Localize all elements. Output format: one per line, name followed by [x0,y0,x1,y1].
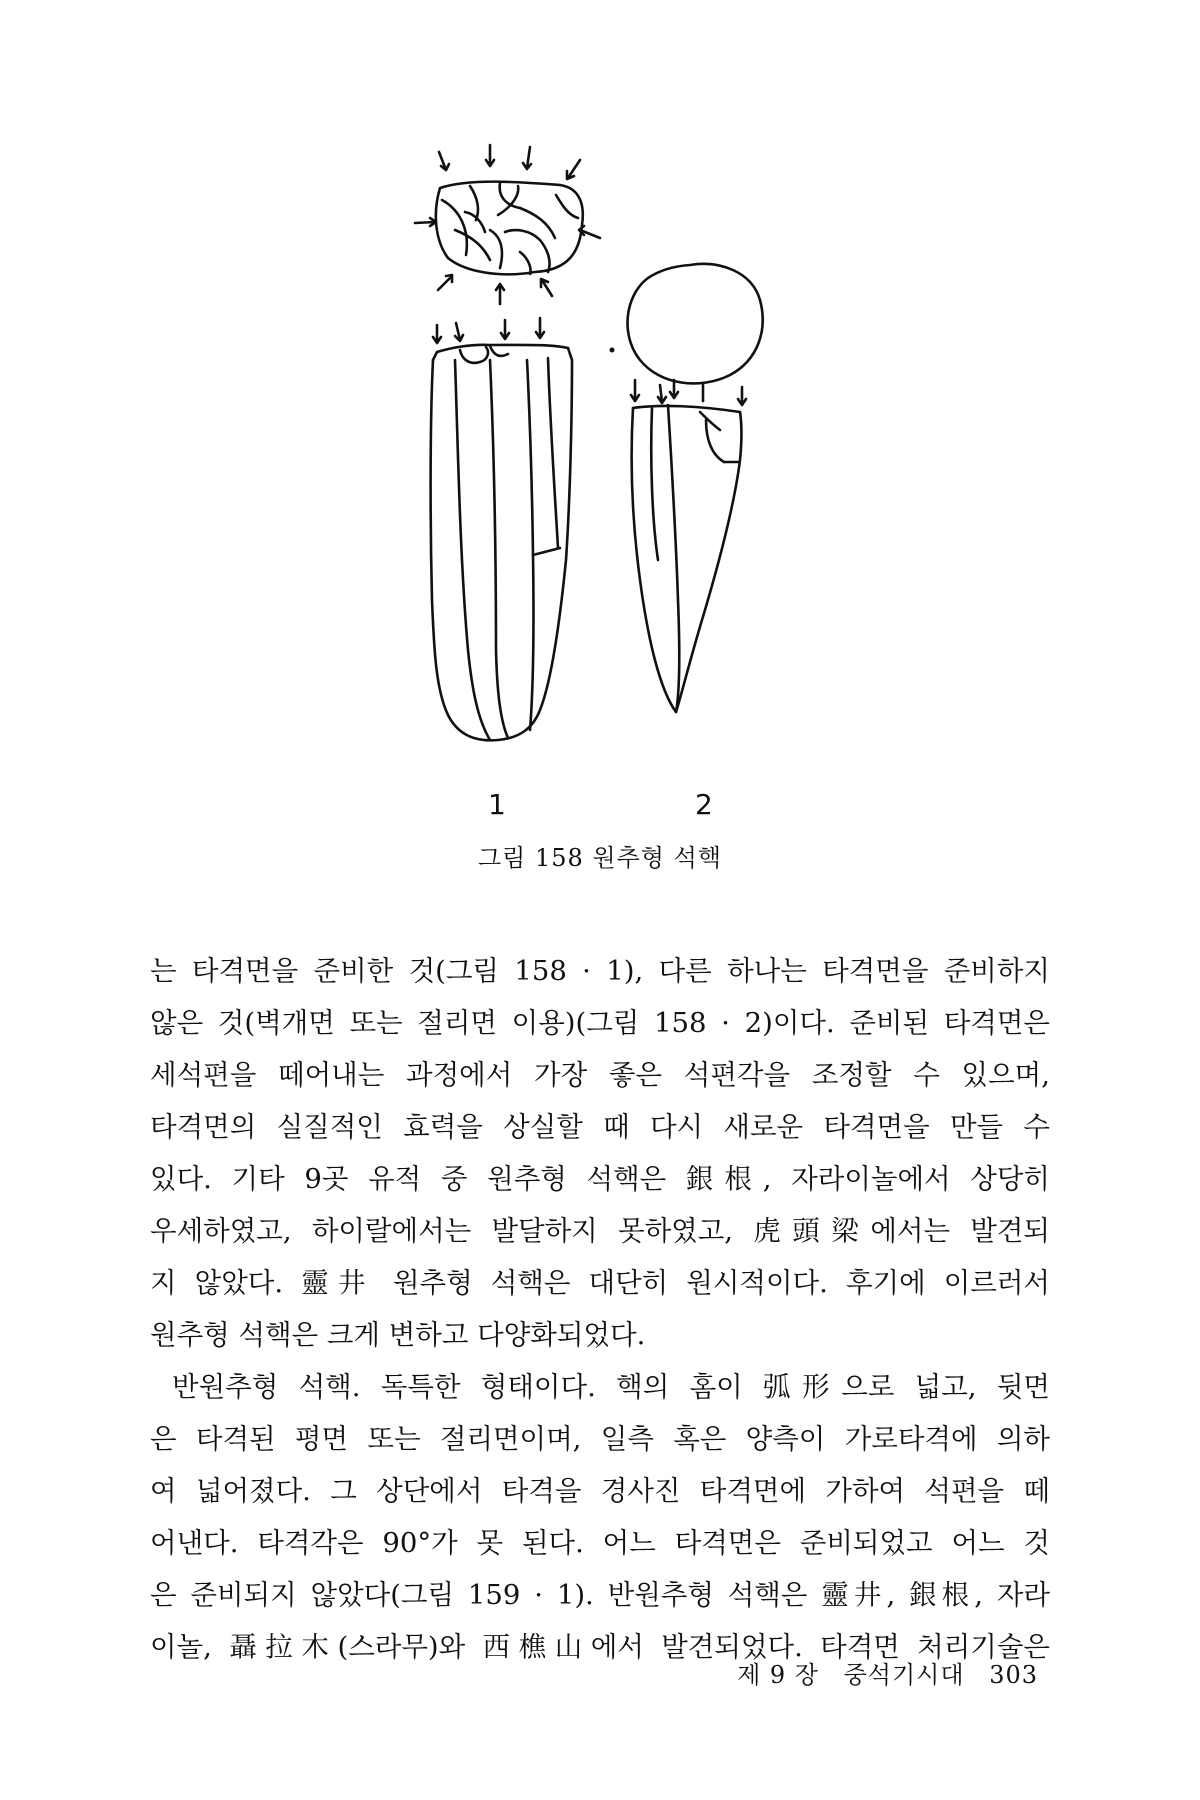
text-line: 은 준비되지 않았다(그림 159 · 1). 반원추형 석핵은 靈井, 銀根, 자라 [150,1579,1050,1611]
core1-platform-arrows [415,145,600,304]
text-line: 세석편을 떼어내는 과정에서 가장 좋은 석편각을 조정할 수 있으며, [150,1059,1050,1091]
core2-platform-view [611,264,763,384]
text-line: 있다. 기타 9곳 유적 중 원추형 석핵은 銀根, 자라이놀에서 상당히 [150,1163,1050,1195]
body-text [150,945,1050,1673]
text-line: 원추형 석핵은 크게 변하고 다양화되었다. [150,1319,646,1351]
text-line: 은 타격된 평면 또는 절리면이며, 일측 혹은 양측이 가로타격에 의하 [150,1423,1050,1455]
figure-caption: 그림 158 원추형 석핵 [478,844,722,872]
text-line: 어낸다. 타격각은 90°가 못 된다. 어느 타격면은 준비되었고 어느 것 [150,1527,1050,1559]
text-line: 않은 것(벽개면 또는 절리면 이용)(그림 158 · 2)이다. 준비된 타격면은 [150,1007,1050,1039]
core2-side-view [631,380,746,712]
text-line: 여 넓어졌다. 그 상단에서 타격을 경사진 타격면에 가하여 석편을 떼 [150,1475,1050,1507]
text-line: 이놀, 聶拉木(스라무)와 西樵山에서 발견되었다. 타격면 처리기술은 [150,1631,1050,1663]
core1-side-view [431,318,572,740]
text-line: 반원추형 석핵. 독특한 형태이다. 핵의 홈이 弧形으로 넓고, 뒷면 [172,1371,1050,1403]
text-line: 는 타격면을 준비한 것(그림 158 · 1), 다른 하나는 타격면을 준비하지 [150,955,1050,987]
figure-label-1: 1 [488,788,506,821]
text-line: 우세하였고, 하이랄에서는 발달하지 못하였고, 虎頭梁에서는 발견되 [150,1215,1050,1247]
page-number: 303 [989,1661,1038,1689]
page-footer [721,1655,1038,1690]
core1-platform-view [436,182,583,275]
figure-label-2: 2 [695,788,713,821]
text-line: 타격면의 실질적인 효력을 상실할 때 다시 새로운 타격면을 만들 수 [150,1111,1050,1143]
text-line: 지 않았다. 靈井 원추형 석핵은 대단히 원시적이다. 후기에 이르러서 [150,1267,1050,1299]
chapter-number: 제 9 장 [737,1661,819,1689]
chapter-title: 중석기시대 [843,1661,965,1689]
